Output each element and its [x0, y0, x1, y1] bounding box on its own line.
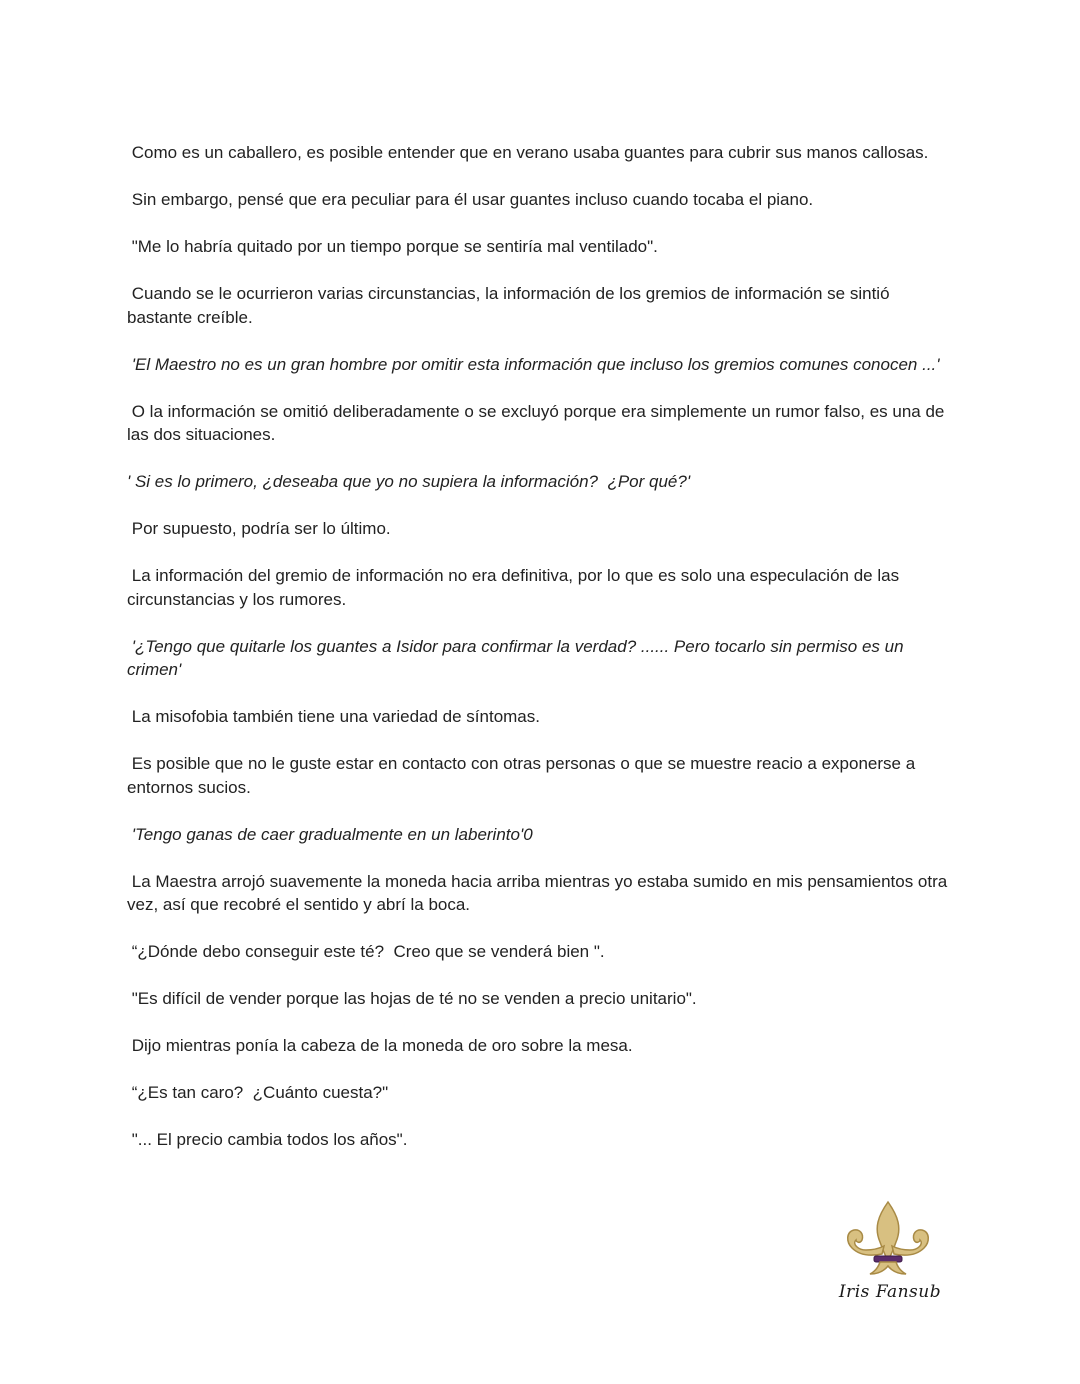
paragraph: "... El precio cambia todos los años".	[127, 1130, 408, 1149]
paragraph: 'Tengo ganas de caer gradualmente en un laberinto'0	[127, 824, 533, 844]
paragraph: ' Si es lo primero, ¿deseaba que yo no supiera la información? ¿Por qué?'	[127, 472, 691, 491]
paragraph: La información del gremio de información no era definitiva, por lo que es solo una especulación de las circunstancias y los rumores.	[127, 566, 904, 609]
paragraph: "Es difícil de vender porque las hojas de té no se venden a precio unitario".	[127, 989, 697, 1008]
paragraph: “¿Dónde debo conseguir este té? Creo que se venderá bien ".	[127, 942, 605, 961]
paragraph: Cuando se le ocurrieron varias circunstancias, la información de los gremios de información se sintió bastante creíble.	[127, 284, 895, 327]
iris-fansub-logo	[838, 1198, 942, 1310]
paragraph: O la información se omitió deliberadamente o se excluyó porque era simplemente un rumor falso, es una de las dos situaciones.	[127, 401, 950, 444]
paragraph: "Me lo habría quitado por un tiempo porque se sentiría mal ventilado".	[127, 237, 658, 256]
document-body	[127, 141, 957, 1175]
paragraph: Como es un caballero, es posible entender que en verano usaba guantes para cubrir sus manos callosas.	[127, 143, 929, 162]
fleur-de-lis-icon	[838, 1198, 942, 1282]
paragraph: La misofobia también tiene una variedad de síntomas.	[127, 707, 540, 726]
paragraph: 'El Maestro no es un gran hombre por omitir esta información que incluso los gremios comunes conocen ...'	[127, 354, 940, 374]
paragraph: Dijo mientras ponía la cabeza de la moneda de oro sobre la mesa.	[127, 1036, 633, 1055]
paragraph: La Maestra arrojó suavemente la moneda hacia arriba mientras yo estaba sumido en mis pensamientos otra vez, así que recobré el sentido y abrí la boca.	[127, 871, 952, 914]
logo-text: Iris Fansub	[838, 1282, 942, 1302]
paragraph: '¿Tengo que quitarle los guantes a Isidor para confirmar la verdad? ...... Pero tocarlo sin permiso es un crimen'	[127, 636, 909, 679]
paragraph: Es posible que no le guste estar en contacto con otras personas o que se muestre reacio a exponerse a entornos sucios.	[127, 754, 920, 797]
paragraph: “¿Es tan caro? ¿Cuánto cuesta?"	[127, 1083, 389, 1102]
paragraph: Por supuesto, podría ser lo último.	[127, 519, 391, 538]
paragraph: Sin embargo, pensé que era peculiar para él usar guantes incluso cuando tocaba el piano.	[127, 190, 814, 209]
